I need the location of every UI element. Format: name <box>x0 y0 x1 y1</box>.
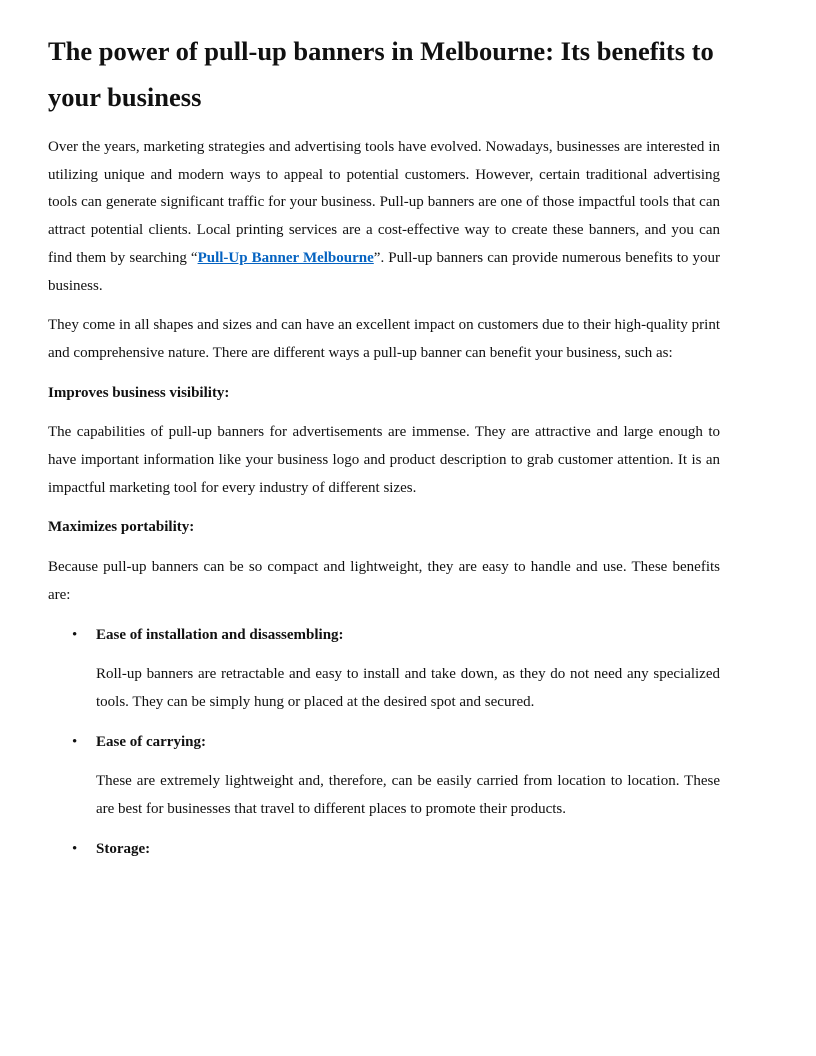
list-item-text: These are extremely lightweight and, therefore, can be easily carried from location to location. These are best for businesses that travel to different places to promote their products. <box>96 773 720 818</box>
intro-text-end: ”. Pull-up banners can provide numerous benefits to your business. <box>48 249 720 294</box>
paragraph: They come in all shapes and sizes and can have an excellent impact on customers due to their high-quality print and comprehensive nature. There are different ways a pull-up banner can benefit your business, such as: <box>48 317 720 361</box>
pull-up-banner-melbourne-link[interactable]: Pull-Up Banner Melbourne <box>197 249 374 266</box>
bullet-icon: • <box>72 626 78 643</box>
list-item-heading: Ease of carrying: <box>96 733 206 750</box>
list-item <box>48 729 720 824</box>
list-item-text: Roll-up banners are retractable and easy to install and take down, as they do not need any specialized tools. They can be simply hung or placed at the desired spot and secured. <box>96 666 720 710</box>
list-item-heading: Storage: <box>96 840 151 857</box>
list-item-heading: Ease of installation and disassembling: <box>96 626 344 643</box>
bullet-icon: • <box>72 733 78 750</box>
list-item <box>48 622 720 717</box>
page-title: The power of pull-up banners in Melbourne: Its benefits to your business <box>48 36 714 112</box>
intro-text: Over the years, marketing strategies and advertising tools have evolved. Nowadays, businesses are interested in utilizing unique and modern ways to appeal to potential customers. However, certain traditional advertising tools can generate significant traffic for your business. Pull-up banners are one of those impactful tools that can attract potential clients. Local printing services are a cost-effective way to create these banners, and you can find them by searching “ <box>48 139 720 266</box>
benefits-list <box>48 622 720 864</box>
section-heading: Improves business visibility: <box>48 384 230 401</box>
section-heading: Maximizes portability: <box>48 519 195 536</box>
paragraph: The capabilities of pull-up banners for advertisements are immense. They are attractive and large enough to have important information like your business logo and product description to grab customer attention. It is an impactful marketing tool for every industry of different sizes. <box>48 424 720 496</box>
paragraph: Because pull-up banners can be so compact and lightweight, they are easy to handle and use. These benefits are: <box>48 559 720 603</box>
bullet-icon: • <box>72 840 78 857</box>
intro-paragraph <box>48 134 720 300</box>
list-item <box>48 836 720 864</box>
